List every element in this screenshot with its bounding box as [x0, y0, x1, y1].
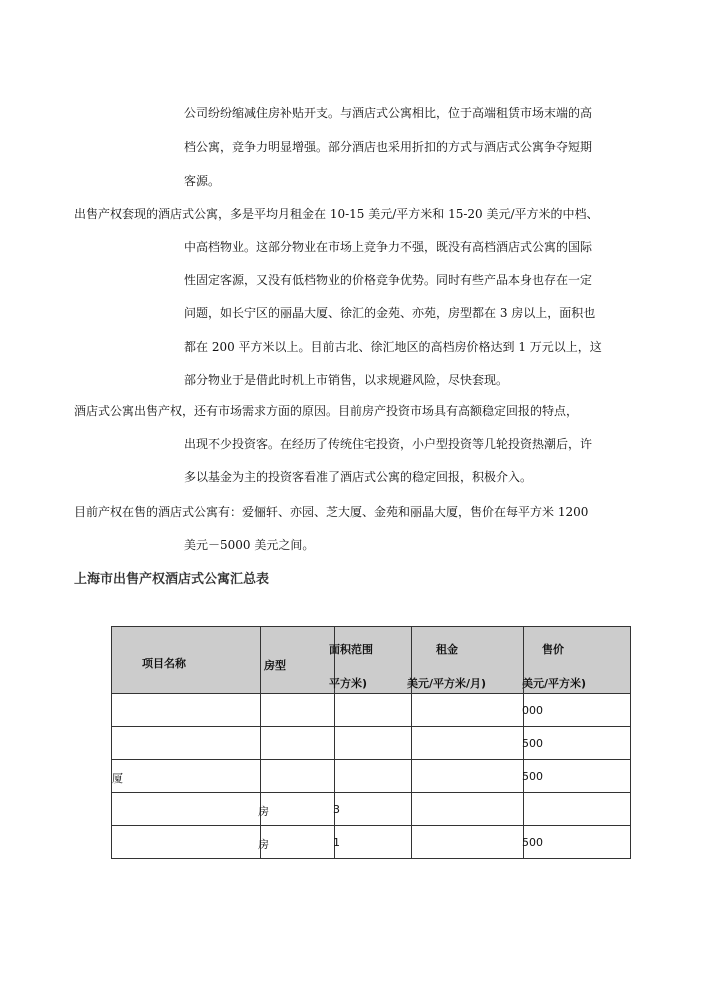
paragraph-line: 中高档物业。这部分物业在市场上竞争力不强，既没有高档酒店式公寓的国际: [184, 240, 593, 254]
cell-area: [335, 760, 412, 793]
paragraph-line: 目前产权在售的酒店式公寓有：爱俪轩、亦园、芝大厦、金苑和丽晶大厦，售价在每平方米 1200: [74, 505, 589, 519]
header-type: 房型: [261, 627, 335, 694]
paragraph-line: 问题，如长宁区的丽晶大厦、徐汇的金苑、亦苑，房型都在 3 房以上，面积也: [184, 306, 596, 320]
table-title: 上海市出售产权酒店式公寓汇总表: [74, 572, 270, 587]
table-row: [112, 793, 631, 826]
table-row: [112, 760, 631, 793]
cell-name: [112, 793, 261, 826]
cell-type: 房: [261, 826, 335, 859]
cell-name: [112, 694, 261, 727]
cell-area: 3: [335, 793, 412, 826]
cell-type: [261, 694, 335, 727]
header-area: 面积范围 平方米): [335, 627, 412, 694]
cell-price: 000: [524, 694, 631, 727]
cell-type: [261, 727, 335, 760]
paragraph-line: 多以基金为主的投资客看准了酒店式公寓的稳定回报，积极介入。: [184, 470, 533, 484]
cell-rent: [412, 694, 524, 727]
paragraph-line: 部分物业于是借此时机上市销售，以求规避风险，尽快套现。: [184, 373, 509, 387]
cell-area: 1: [335, 826, 412, 859]
cell-type: 房: [261, 793, 335, 826]
table-row: [112, 826, 631, 859]
header-name: 项目名称: [112, 627, 261, 694]
cell-rent: [412, 826, 524, 859]
cell-rent: [412, 727, 524, 760]
table-row: [112, 727, 631, 760]
cell-name: 厦: [112, 760, 261, 793]
cell-price: 500: [524, 826, 631, 859]
cell-price: 500: [524, 760, 631, 793]
cell-type: [261, 760, 335, 793]
cell-price: [524, 793, 631, 826]
paragraph-line: 都在 200 平方米以上。目前古北、徐汇地区的高档房价格达到 1 万元以上，这: [184, 340, 602, 354]
paragraph-line: 档公寓，竞争力明显增强。部分酒店也采用折扣的方式与酒店式公寓争夺短期: [184, 140, 593, 154]
cell-name: [112, 826, 261, 859]
paragraph-line: 出现不少投资客。在经历了传统住宅投资，小户型投资等几轮投资热潮后，许: [184, 437, 593, 451]
cell-area: [335, 694, 412, 727]
paragraph-line: 酒店式公寓出售产权，还有市场需求方面的原因。目前房产投资市场具有高额稳定回报的特点，: [74, 404, 579, 418]
paragraph-line: 客源。: [184, 174, 221, 188]
paragraph-line: 公司纷纷缩减住房补贴开支。与酒店式公寓相比，位于高端租赁市场末端的高: [184, 106, 593, 120]
paragraph-line: 出售产权套现的酒店式公寓，多是平均月租金在 10-15 美元/平方米和 15-20 美元/平方米的中档、: [74, 207, 599, 221]
header-price: 售价 美元/平方米): [524, 627, 631, 694]
apartment-summary-table: [111, 626, 631, 859]
cell-rent: [412, 760, 524, 793]
cell-price: 500: [524, 727, 631, 760]
paragraph-line: 性固定客源，又没有低档物业的价格竞争优势。同时有些产品本身也存在一定: [184, 273, 593, 287]
table-header-row: [112, 627, 631, 694]
paragraph-line: 美元－5000 美元之间。: [184, 538, 315, 552]
cell-rent: [412, 793, 524, 826]
header-rent: 租金 美元/平方米/月): [412, 627, 524, 694]
table-row: [112, 694, 631, 727]
cell-area: [335, 727, 412, 760]
cell-name: [112, 727, 261, 760]
